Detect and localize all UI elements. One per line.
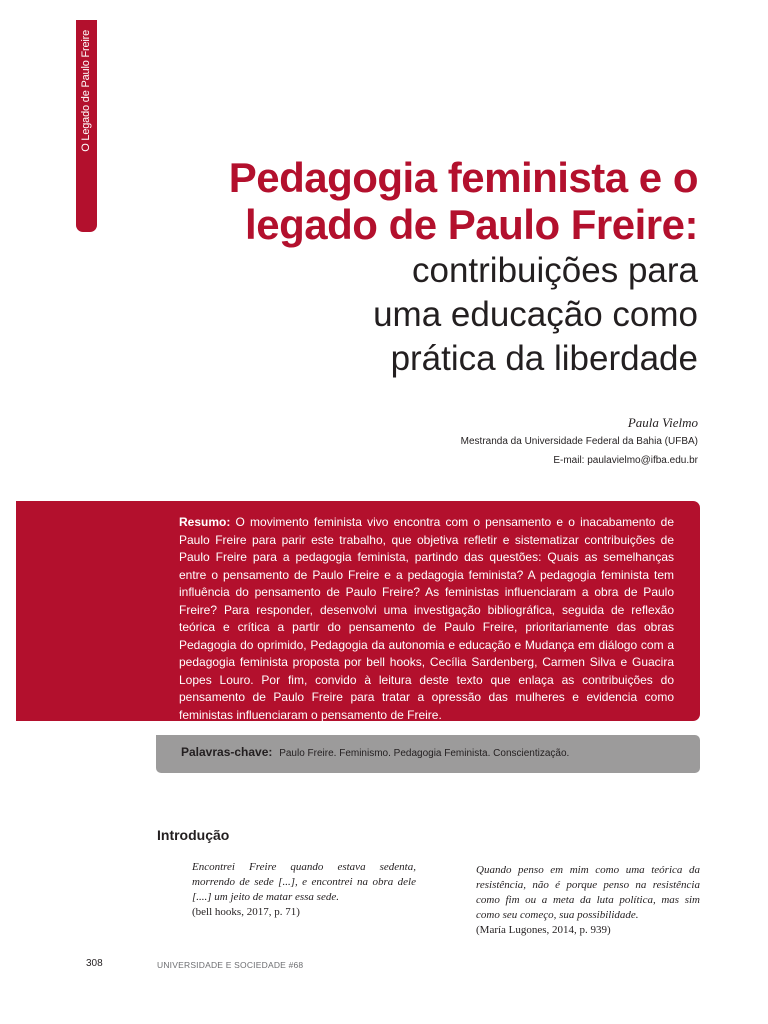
epigraph-citation: (María Lugones, 2014, p. 939): [476, 924, 611, 936]
keywords-box: [156, 735, 700, 773]
epigraph-quote: Encontrei Freire quando estava sedenta, morrendo de sede [...], e encontrei na obra dele [....] um jeito de matar essa sede.: [192, 861, 416, 903]
title-main-line-2: legado de Paulo Freire:: [245, 201, 698, 248]
title-sub-line-2: uma educação como: [373, 295, 698, 334]
author-block: [461, 414, 698, 470]
author-email: E-mail: paulavielmo@ifba.edu.br: [553, 455, 698, 466]
page-number: 308: [86, 958, 103, 969]
author-affiliation: Mestranda da Universidade Federal da Bahia (UFBA): [460, 436, 698, 447]
title-sub-line-3: prática da liberdade: [390, 339, 698, 378]
side-tab: [76, 20, 97, 232]
abstract-box: [16, 501, 700, 721]
abstract-label: Resumo:: [179, 515, 231, 529]
abstract-text: O movimento feminista vivo encontra com o pensamento e o inacabamento de Paulo Freire para parir este trabalho, que objetiva refletir e sistematizar contribuições de Paulo Freire para a pedagogia feminista, partindo das questões: Quais as semelhanças entre o pensamento de Paulo Freire e a pedagogia feminista? A pedagogia feminista tem influência do pensamento de Paulo Freire? As feministas influenciaram a obra de Paulo Freire? Para responder, desenvolvi uma investigação bibliográfica, seguida de reflexão teórica e crítica a partir do pensamento de Paulo Freire, prioritariamente das obras Pedagogia do oprimido, Pedagogia da autonomia e educação e Mudança em diálogo com a pedagogia feminista proposta por bell hooks, Cecília Sardenberg, Carmen Silva e Guacira Lopes Louro. Por fim, convido à leitura deste texto que enlaça as contribuições do pensamento de Paulo Freire para tratar a opressão das mulheres e evidencia como feministas influenciaram o pensamento de Freire.: [179, 515, 674, 722]
keywords-text: Paulo Freire. Feminismo. Pedagogia Feminista. Conscientização.: [279, 748, 570, 759]
article-title: [98, 154, 698, 380]
author-name: Paula Vielmo: [627, 415, 698, 430]
epigraph-left: [192, 860, 416, 920]
running-footer: UNIVERSIDADE E SOCIEDADE #68: [157, 960, 304, 970]
title-sub-line-1: contribuições para: [412, 251, 698, 290]
title-main-line-1: Pedagogia feminista e o: [228, 154, 698, 201]
side-tab-label: O Legado de Paulo Freire: [80, 30, 92, 152]
epigraph-right: [476, 863, 700, 938]
epigraph-quote: Quando penso em mim como uma teórica da resistência, não é porque penso na resistência como fim ou a meta da luta política, mas sim como seu começo, sua possibilidade.: [476, 864, 700, 921]
section-heading: Introdução: [157, 827, 230, 843]
keywords-label: Palavras-chave:: [181, 745, 273, 759]
epigraph-citation: (bell hooks, 2017, p. 71): [192, 906, 300, 918]
